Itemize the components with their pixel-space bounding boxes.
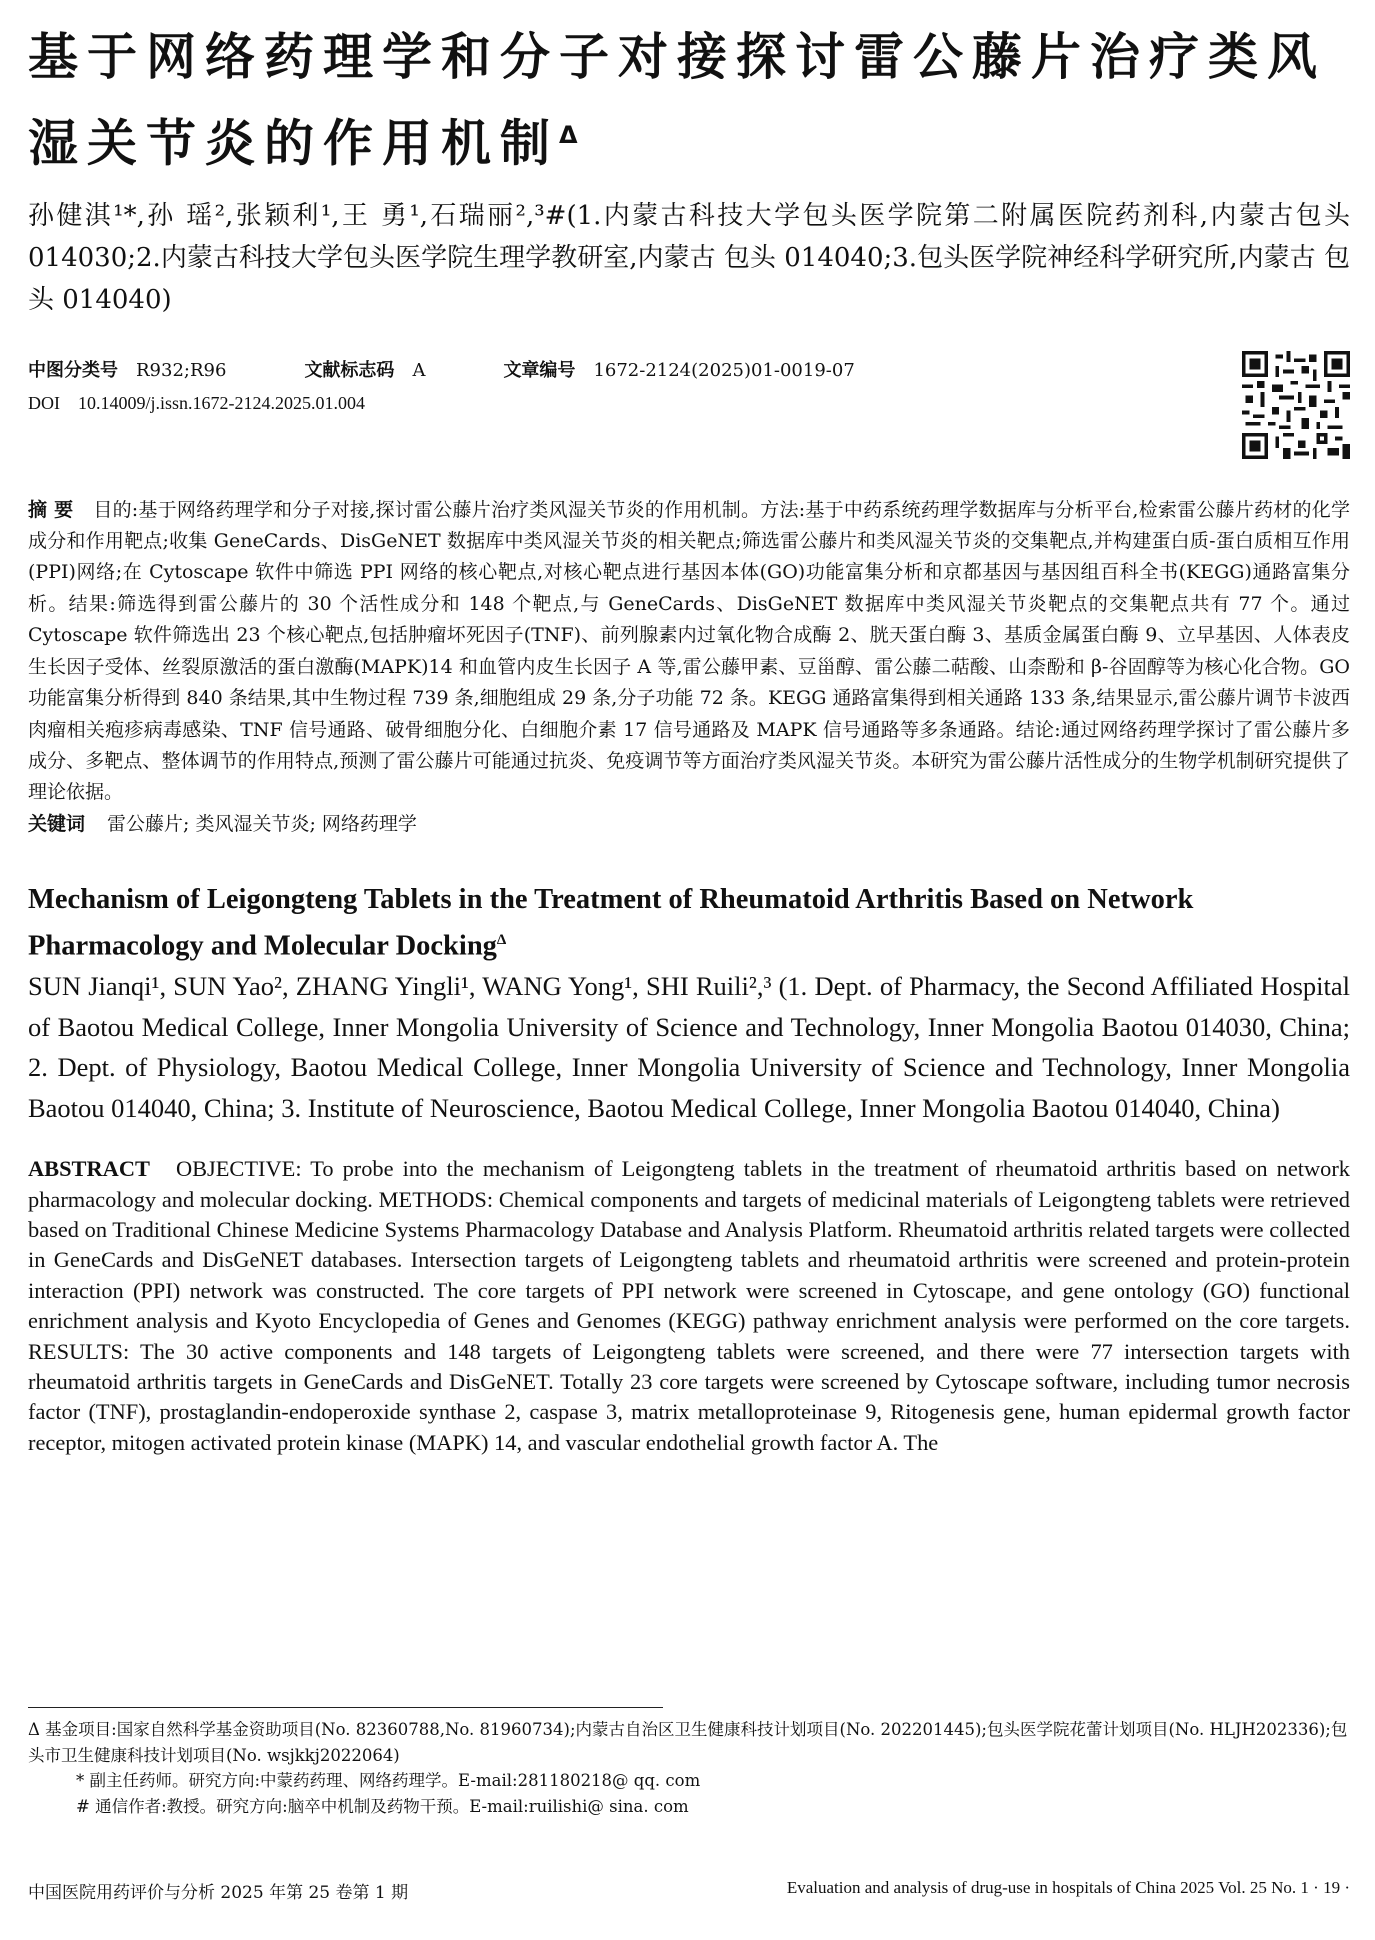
article-title-en: [28, 880, 1350, 967]
article-no-label: 文章编号: [503, 359, 576, 381]
doi-label: DOI: [28, 392, 60, 413]
meta-row-classification: [28, 355, 1350, 387]
abstract-en-text: OBJECTIVE: To probe into the mechanism of Leigongteng tablets in the treatment of rheumatoid arthritis based on network pharmacology and molecular docking. METHODS: Chemical components and targets of medicinal materials of Leigongteng tablets were retrieved based on Traditional Chinese Medicine Systems Pharmacology Database and Analysis Platform. Rheumatoid arthritis related targets were collected in GeneCards and DisGeNET databases. Intersection targets of Leigongteng tablets and rheumatoid arthritis were screened and protein-protein interaction (PPI) network was constructed. The core targets of PPI network were screened in Cytoscape, and gene ontology (GO) functional enrichment analysis and Kyoto Encyclopedia of Genes and Genomes (KEGG) pathway enrichment analysis were performed on the core targets. RESULTS: The 30 active components and 148 targets of Leigongteng tablets were screened, and there were 77 intersection targets with rheumatoid arthritis targets in GeneCards and DisGeNET. Totally 23 core targets were screened by Cytoscape software, including tumor necrosis factor (TNF), prostaglandin-endoperoxide synthase 2, caspase 3, matrix metalloproteinase 9, Ritogenesis gene, human epidermal growth factor receptor, mitogen activated protein kinase (MAPK) 14, and vascular endothelial growth factor A. The: [28, 1156, 1350, 1455]
abstract-cn: [28, 495, 1350, 809]
abstract-en-label: ABSTRACT: [28, 1156, 150, 1182]
article-no-value: 1672-2124(2025)01-0019-07: [593, 359, 855, 381]
clc-label: 中图分类号: [28, 359, 118, 381]
running-footer-journal-en: Evaluation and analysis of drug-use in hospitals of China 2025 Vol. 25 No. 1 · 19 ·: [786, 1878, 1350, 1897]
abstract-cn-label: 摘 要: [28, 498, 74, 521]
article-title-cn: [28, 18, 1350, 183]
footnotes: [28, 1717, 1350, 1819]
footnote-first-author: * 副主任药师。研究方向:中蒙药药理、网络药理学。E-mail:281180218@ qq. com: [76, 1771, 701, 1790]
article-title-en-text: Mechanism of Leigongteng Tablets in the Treatment of Rheumatoid Arthritis Based on Network Pharmacology and Molecular Docking: [28, 883, 1194, 962]
footnote-funding: Δ 基金项目:国家自然科学基金资助项目(No. 82360788,No. 81960734);内蒙古自治区卫生健康科技计划项目(No. 202201445);包头医学院花蕾计划项目(No. HLJH202336);包头市卫生健康科技计划项目(No. wsjkkj2022064): [28, 1720, 1348, 1765]
keywords-cn: [28, 809, 1350, 840]
doi-value: 10.14009/j.issn.1672-2124.2025.01.004: [78, 392, 366, 413]
doc-code-value: A: [412, 359, 426, 381]
clc-value: R932;R96: [136, 359, 227, 381]
qr-code-icon[interactable]: [1242, 351, 1350, 459]
running-footer-journal-cn: 中国医院用药评价与分析 2025 年第 25 卷第 1 期: [28, 1883, 409, 1903]
abstract-cn-text: 目的:基于网络药理学和分子对接,探讨雷公藤片治疗类风湿关节炎的作用机制。方法:基于中药系统药理学数据库与分析平台,检索雷公藤片药材的化学成分和作用靶点;收集 GeneCards、DisGeNET 数据库中类风湿关节炎的相关靶点;筛选雷公藤片和类风湿关节炎的交集靶点,并构建蛋白质-蛋白质相互作用(PPI)网络;在 Cytoscape 软件中筛选 PPI 网络的核心靶点,对核心靶点进行基因本体(GO)功能富集分析和京都基因与基因组百科全书(KEGG)通路富集分析。结果:筛选得到雷公藤片的 30 个活性成分和 148 个靶点,与 GeneCards、DisGeNET 数据库中类风湿关节炎靶点的交集靶点共有 77 个。通过 Cytoscape 软件筛选出 23 个核心靶点,包括肿瘤坏死因子(TNF)、前列腺素内过氧化物合成酶 2、胱天蛋白酶 3、基质金属蛋白酶 9、立早基因、人体表皮生长因子受体、丝裂原激活的蛋白激酶(MAPK)14 和血管内皮生长因子 A 等,雷公藤甲素、豆甾醇、雷公藤二萜酸、山柰酚和 β-谷固醇等为核心化合物。GO 功能富集分析得到 840 条结果,其中生物过程 739 条,细胞组成 29 条,分子功能 72 条。KEGG 通路富集得到相关通路 133 条,结果显示,雷公藤片调节卡波西肉瘤相关疱疹病毒感染、TNF 信号通路、破骨细胞分化、白细胞介素 17 信号通路及 MAPK 信号通路等多条通路。结论:通过网络药理学探讨了雷公藤片多成分、多靶点、整体调节的作用特点,预测了雷公藤片可能通过抗炎、免疫调节等方面治疗类风湿关节炎。本研究为雷公藤片活性成分的生物学机制研究提供了理论依据。: [28, 498, 1350, 804]
footnote-corresponding-author: # 通信作者:教授。研究方向:脑卒中机制及药物干预。E-mail:ruilishi@ sina. com: [76, 1796, 689, 1816]
footnote-divider: [28, 1707, 663, 1708]
running-footer: [28, 1878, 1350, 1908]
title-cn-funding-mark: Δ: [559, 121, 578, 149]
keywords-cn-label: 关键词: [28, 812, 86, 835]
title-en-funding-mark: Δ: [496, 931, 507, 948]
abstract-en: [28, 1154, 1350, 1458]
keywords-cn-text: 雷公藤片; 类风湿关节炎; 网络药理学: [107, 812, 417, 835]
article-meta: [28, 355, 1350, 475]
article-title-cn-text: 基于网络药理学和分子对接探讨雷公藤片治疗类风湿关节炎的作用机制: [28, 28, 1326, 173]
doc-code-label: 文献标志码: [304, 359, 395, 381]
authors-cn: 孙健淇¹*,孙 瑶²,张颖利¹,王 勇¹,石瑞丽²,³#(1.内蒙古科技大学包头医学院第二附属医院药剂科,内蒙古包头 014030;2.内蒙古科技大学包头医学院生理学教研室,内蒙古 包头 014040;3.包头医学院神经科学研究所,内蒙古 包头 014040): [28, 200, 1350, 315]
meta-row-doi: [28, 387, 1350, 420]
authors-en: SUN Jianqi¹, SUN Yao², ZHANG Yingli¹, WANG Yong¹, SHI Ruili²,³ (1. Dept. of Pharmacy, the Second Affiliated Hospital of Baotou Medical College, Inner Mongolia University of Science and Technology, Inner Mongolia Baotou 014030, China; 2. Dept. of Physiology, Baotou Medical College, Inner Mongolia University of Science and Technology, Inner Mongolia Baotou 014040, China; 3. Institute of Neuroscience, Baotou Medical College, Inner Mongolia Baotou 014040, China): [28, 971, 1350, 1123]
article-page: [28, 18, 1350, 1458]
